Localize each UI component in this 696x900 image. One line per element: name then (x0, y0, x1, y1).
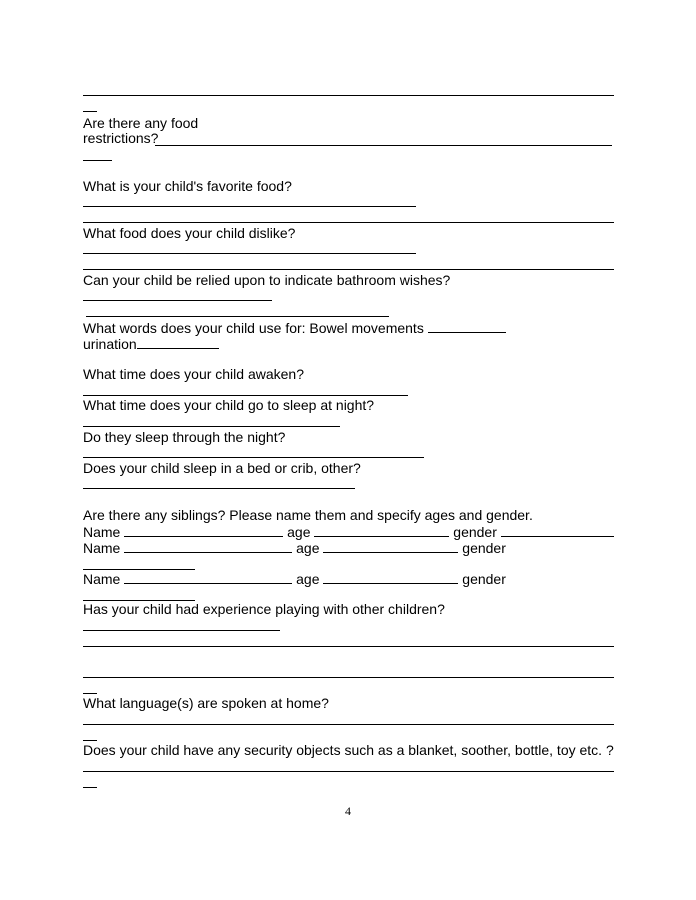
answer-line[interactable] (83, 206, 416, 207)
question-food-restrictions-cont (83, 130, 158, 146)
bowel-movements-blank[interactable] (428, 319, 506, 333)
answer-line[interactable] (83, 787, 97, 788)
question-siblings: Are there any siblings? Please name them and specify ages and gender. (83, 507, 533, 523)
age-label: age (296, 540, 320, 556)
answer-line[interactable] (83, 693, 97, 694)
answer-line[interactable] (83, 222, 614, 223)
gender-label: gender (462, 571, 506, 587)
answer-line[interactable] (83, 740, 97, 741)
answer-line[interactable] (83, 771, 614, 772)
sibling-name-blank[interactable] (124, 570, 292, 584)
answer-line[interactable] (83, 426, 340, 427)
question-urination (83, 335, 219, 352)
name-label: Name (83, 540, 121, 556)
answer-line[interactable] (86, 316, 389, 317)
question-language: What language(s) are spoken at home? (83, 695, 329, 711)
age-label: age (287, 524, 311, 540)
answer-line[interactable] (83, 160, 112, 161)
gender-label: gender (462, 540, 506, 556)
sibling-row (83, 539, 506, 556)
question-disliked-food: What food does your child dislike? (83, 225, 296, 241)
sibling-age-blank[interactable] (314, 523, 449, 537)
question-bathroom: Can your child be relied upon to indicate bathroom wishes? (83, 272, 451, 288)
answer-line[interactable] (83, 95, 614, 96)
answer-line[interactable] (83, 630, 280, 631)
sibling-age-blank[interactable] (323, 539, 458, 553)
gender-label: gender (453, 524, 497, 540)
sibling-name-blank[interactable] (124, 523, 283, 537)
question-food-restrictions: Are there any food (83, 115, 199, 131)
question-sleep-time: What time does your child go to sleep at night? (83, 397, 375, 413)
sibling-row (83, 523, 614, 540)
answer-line[interactable] (83, 300, 272, 301)
question-favorite-food: What is your child's favorite food? (83, 178, 292, 194)
question-words (83, 319, 506, 336)
name-label: Name (83, 524, 121, 540)
question-text: restrictions? (83, 130, 159, 146)
question-sleep-through: Do they sleep through the night? (83, 429, 286, 445)
sibling-name-blank[interactable] (124, 539, 292, 553)
sibling-age-blank[interactable] (323, 570, 458, 584)
answer-line[interactable] (83, 457, 424, 458)
question-text: What words does your child use for: Bowel movements (83, 320, 424, 336)
age-label: age (296, 571, 320, 587)
answer-line[interactable] (83, 677, 614, 678)
question-awaken: What time does your child awaken? (83, 366, 304, 382)
answer-line[interactable] (83, 111, 97, 112)
name-label: Name (83, 571, 121, 587)
answer-line[interactable] (83, 488, 355, 489)
answer-line[interactable] (155, 145, 612, 146)
page-number: 4 (345, 804, 351, 818)
answer-line[interactable] (83, 395, 408, 396)
question-security: Does your child have any security objects such as a blanket, soother, bottle, toy etc. ? (83, 742, 614, 758)
sibling-gender-blank[interactable] (501, 523, 614, 537)
answer-line[interactable] (83, 253, 416, 254)
answer-line[interactable] (83, 269, 614, 270)
answer-line[interactable] (83, 646, 614, 647)
question-bed-crib: Does your child sleep in a bed or crib, other? (83, 460, 361, 476)
urination-blank[interactable] (137, 335, 219, 349)
question-experience: Has your child had experience playing with other children? (83, 601, 445, 617)
answer-line[interactable] (83, 724, 614, 725)
sibling-row (83, 570, 506, 587)
question-text: urination (83, 336, 137, 352)
